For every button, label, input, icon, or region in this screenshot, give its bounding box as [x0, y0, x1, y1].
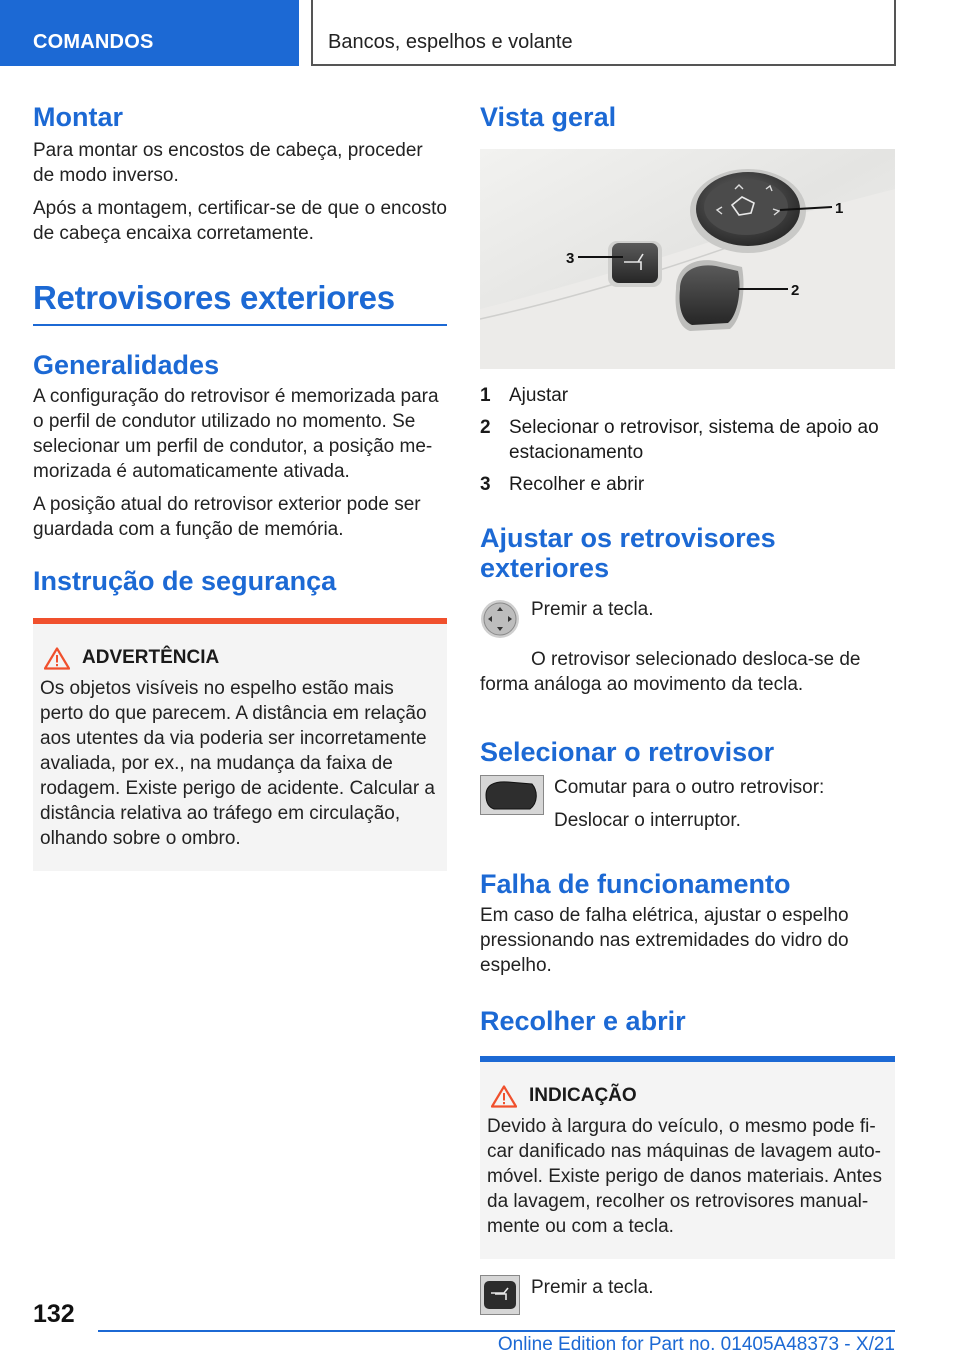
heading-ajustar-retrovisores: Ajustar os retrovisores exteriores	[480, 523, 776, 583]
warning-text: Os objetos visíveis no espelho estão mais perto do que parecem. A distância em relação aos utentes da via poderia ser incorretamente avaliada, por ex., na mudança da faixa de rodagem. Existe perigo de acidente. Calcular a distância relativa ao tráfego em circulação, olhando sobre o ombro.	[40, 678, 436, 849]
selecionar-text	[554, 775, 824, 833]
edition-info: Online Edition for Part no. 01405A48373 - X/21	[497, 1334, 895, 1355]
paragraph: Premir a tecla.	[531, 1277, 654, 1298]
recolher-row	[480, 1275, 895, 1315]
legend-item	[480, 383, 895, 408]
heading-vista-geral: Vista geral	[480, 102, 617, 132]
heading-instrucao-seguranca: Instrução de segurança	[33, 566, 337, 596]
paragraph: A configuração do retrovisor é memorizada para o perfil de condutor utilizado no momento. Se selecionar um perfil de condutor, a posição memorizada é automaticamente ativada.	[33, 386, 439, 482]
warning-title	[40, 646, 440, 670]
paragraph: Para montar os encostos de cabeça, proceder de modo inverso.	[33, 140, 423, 186]
callout-3: 3	[566, 250, 575, 267]
legend-number: 2	[480, 417, 491, 438]
mirror-select-switch-icon	[480, 775, 544, 815]
selecionar-row	[480, 775, 895, 833]
paragraph: A posição atual do retrovisor exterior pode ser guardada com a função de memória.	[33, 494, 421, 540]
figure-legend	[480, 383, 895, 497]
warning-label: ADVERTÊNCIA	[82, 647, 220, 668]
heading-generalidades: Generalidades	[33, 350, 220, 380]
legend-item	[480, 415, 895, 465]
legend-text: Ajustar	[509, 385, 569, 406]
ajustar-row	[480, 597, 895, 639]
heading-recolher-abrir: Recolher e abrir	[480, 1006, 686, 1036]
paragraph: O retrovisor selecionado desloca-se de forma análoga ao movimento da tecla.	[480, 649, 861, 695]
mirror-controls-figure	[480, 149, 895, 369]
heading-falha-funcionamento: Falha de funcionamento	[480, 869, 791, 899]
legend-number: 1	[480, 385, 491, 406]
page-number: 132	[33, 1300, 75, 1328]
heading-rule	[33, 324, 447, 326]
mirror-adjust-button-icon	[480, 599, 520, 639]
mirror-fold-button-icon	[480, 1275, 520, 1315]
note-text: Devido à largura do veículo, o mesmo pode ficar danificado nas máquinas de lavagem automóvel. Existe perigo de danos materiais. Antes da lavagem, recolher os retrovisores manualmente ou com a tecla.	[487, 1116, 882, 1237]
paragraph: Premir a tecla.	[531, 599, 654, 620]
legend-number: 3	[480, 474, 491, 495]
footer-rule	[98, 1330, 895, 1332]
paragraph: Em caso de falha elétrica, ajustar o espelho pressionando nas extremidades do vidro do espelho.	[480, 905, 849, 976]
legend-item	[480, 472, 895, 497]
right-column	[480, 100, 895, 1315]
note-title	[487, 1084, 888, 1108]
paragraph: Comutar para o outro retrovisor:	[554, 777, 825, 798]
chapter-title: Bancos, espelhos e volante	[311, 0, 896, 66]
note-label: INDICAÇÃO	[529, 1085, 637, 1106]
heading-selecionar-retrovisor: Selecionar o retrovisor	[480, 737, 775, 767]
section-tab: COMANDOS	[0, 0, 299, 66]
left-column	[33, 100, 447, 871]
heading-retrovisores-exteriores: Retrovisores exteriores	[33, 279, 395, 316]
note-box	[480, 1056, 895, 1259]
legend-text: Recolher e abrir	[509, 474, 645, 495]
paragraph: Deslocar o interruptor.	[554, 810, 741, 831]
callout-2: 2	[791, 282, 800, 299]
paragraph: Após a montagem, certificar-se de que o encosto de cabeça encaixa corretamente.	[33, 198, 448, 244]
callout-1: 1	[835, 200, 844, 217]
caution-triangle-icon	[491, 1085, 517, 1108]
legend-text: Selecionar o retrovisor, sistema de apoio ao estacionamento	[509, 417, 879, 463]
mirror-switch-panel-illustration	[480, 149, 895, 369]
warning-box	[33, 618, 447, 871]
warning-triangle-icon	[44, 647, 70, 670]
page-header	[0, 0, 960, 66]
heading-montar: Montar	[33, 102, 123, 132]
